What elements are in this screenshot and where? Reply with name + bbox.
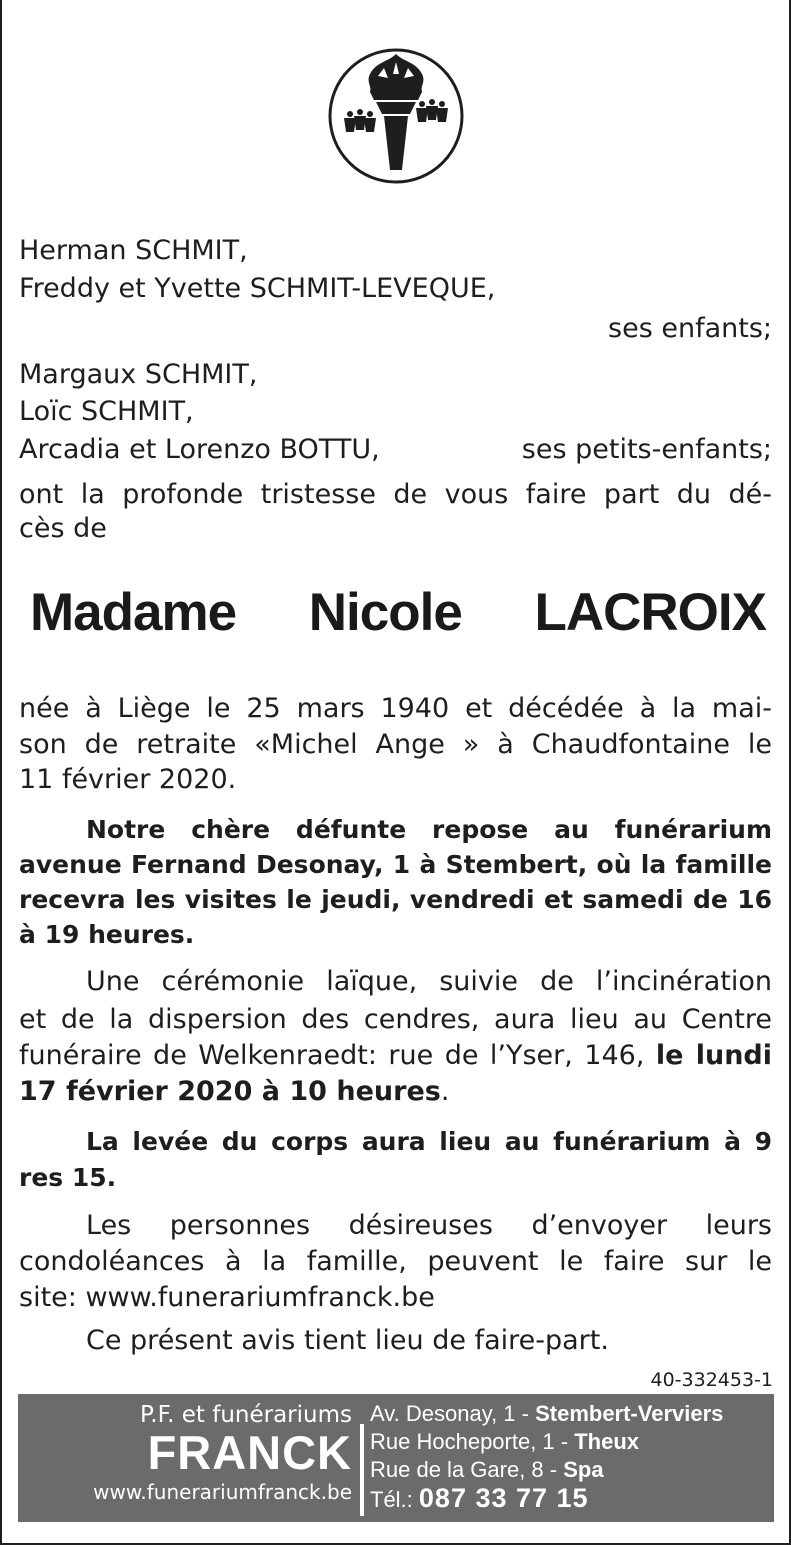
address-3-town: Spa [563, 1457, 604, 1482]
announce-line-1: ont la profonde tristesse de vous faire part du dé- [19, 479, 772, 510]
footer-url: www.funerariumfranck.be [93, 1480, 352, 1504]
repose-line-3: recevra les visites le jeudi, vendredi et samedi de 16 [19, 885, 772, 914]
repose-line-2: avenue Fernand Desonay, 1 à Stembert, où la famille [19, 850, 772, 879]
birth-death-line-3: 11 février 2020. [19, 764, 237, 795]
role-children: ses enfants; [608, 313, 772, 344]
address-3-street: Rue de la Gare, 8 - [370, 1457, 564, 1482]
levee-line-2: res 15. [19, 1163, 117, 1192]
repose-line-1: Notre chère défunte repose au funérarium [86, 815, 772, 844]
footer-divider [360, 1424, 364, 1516]
family-line-3: Margaux SCHMIT, [19, 359, 258, 390]
address-line-2 [370, 1428, 723, 1456]
family-line-5: Arcadia et Lorenzo BOTTU, [19, 434, 380, 465]
ceremony-line-2: et de la dispersion des cendres, aura lieu au Centre [19, 1004, 772, 1035]
phone-label: Tél.: [370, 1487, 419, 1512]
reference-number: 40-332453-1 [650, 1369, 773, 1391]
condolences-line-1: Les personnes désireuses d’envoyer leurs [86, 1210, 772, 1241]
condolences-line-3: site: www.funerariumfranck.be [19, 1282, 435, 1313]
ceremony-period: . [440, 1076, 450, 1107]
deceased-name: Madame Nicole LACROIX [30, 583, 766, 642]
announce-line-2: cès de [19, 513, 107, 544]
ceremony-day: le lundi [655, 1040, 772, 1071]
address-1-town: Stembert-Verviers [535, 1401, 724, 1426]
birth-death-line-2: son de retraite «Michel Ange » à Chaudfontaine le [19, 729, 772, 760]
torch-emblem-icon [326, 48, 466, 184]
closing-line: Ce présent avis tient lieu de faire-part. [86, 1325, 609, 1356]
family-line-1: Herman SCHMIT, [19, 235, 248, 266]
birth-death-line-1: née à Liège le 25 mars 1940 et décédée à la mai- [19, 693, 772, 724]
address-1-street: Av. Desonay, 1 - [370, 1401, 536, 1426]
footer-brand-block [18, 1400, 352, 1508]
role-grandchildren: ses petits-enfants; [521, 434, 772, 465]
ceremony-line-3 [19, 1039, 772, 1073]
address-2-street: Rue Hocheporte, 1 - [370, 1429, 575, 1454]
funeral-home-footer [18, 1394, 774, 1522]
levee-line-1: La levée du corps aura lieu au funérarium à 9 [86, 1127, 772, 1156]
footer-addresses [370, 1400, 723, 1514]
condolences-line-2: condoléances à la famille, peuvent le faire sur le [19, 1246, 772, 1277]
footer-subtitle: P.F. et funérariums [140, 1402, 352, 1428]
ceremony-line-1: Une cérémonie laïque, suivie de l’incinération [86, 966, 772, 997]
family-line-2: Freddy et Yvette SCHMIT-LEVEQUE, [19, 273, 496, 304]
ceremony-location: funéraire de Welkenraedt: rue de l’Yser, 146, [19, 1040, 656, 1071]
footer-brand: FRANCK [147, 1426, 352, 1479]
repose-line-4: à 19 heures. [19, 920, 195, 949]
address-2-town: Theux [574, 1429, 640, 1454]
ceremony-date: 17 février 2020 à 10 heures [19, 1076, 441, 1107]
ceremony-line-4 [19, 1075, 772, 1109]
address-line-1 [370, 1400, 723, 1428]
family-line-4: Loïc SCHMIT, [19, 396, 194, 427]
phone-number: 087 33 77 15 [418, 1483, 589, 1513]
address-line-3 [370, 1456, 723, 1484]
phone-line [370, 1484, 723, 1514]
